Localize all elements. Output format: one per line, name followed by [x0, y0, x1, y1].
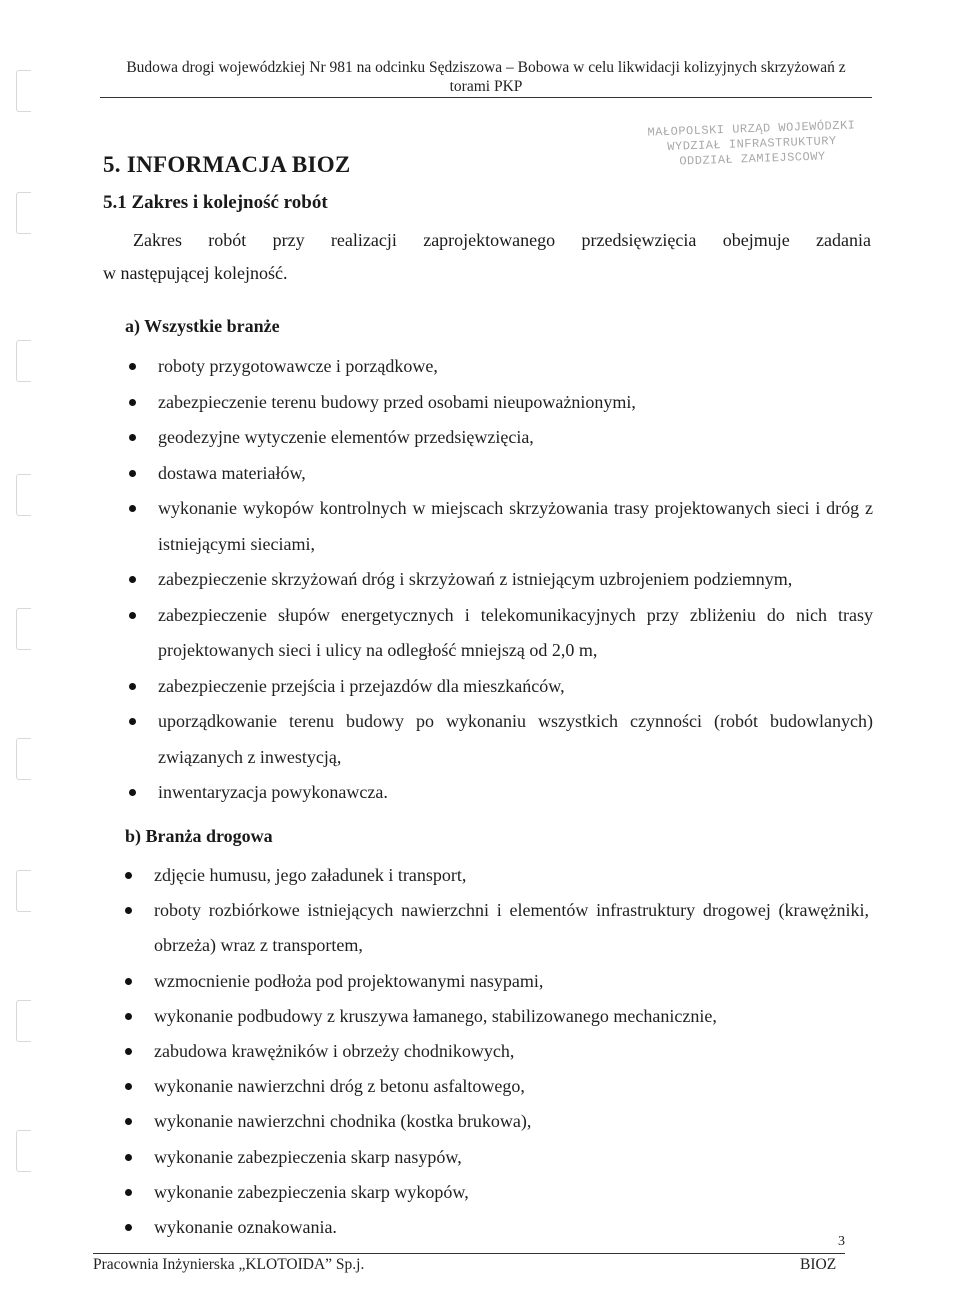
bullet-icon	[129, 718, 136, 725]
margin-mark	[16, 608, 31, 650]
bullet-icon	[125, 978, 132, 985]
margin-mark	[16, 474, 31, 516]
margin-mark	[16, 738, 31, 780]
list-item: wykonanie nawierzchni dróg z betonu asfaltowego,	[121, 1069, 869, 1104]
subsection-heading: 5.1 Zakres i kolejność robót	[103, 192, 328, 213]
intro-paragraph	[103, 224, 871, 290]
list-item: zabezpieczenie przejścia i przejazdów dla mieszkańców,	[125, 669, 873, 705]
list-item: wykonanie wykopów kontrolnych w miejscach skrzyżowania trasy projektowanych sieci i dróg z istniejącymi sieciami,	[125, 491, 873, 562]
list-item: zabezpieczenie słupów energetycznych i telekomunikacyjnych przy zbliżeniu do nich trasy projektowanych sieci i ulicy na odległość mniejszą od 2,0 m,	[125, 598, 873, 669]
bullet-icon	[129, 683, 136, 690]
page-number: 3	[838, 1234, 845, 1249]
office-stamp: MAŁOPOLSKI URZĄD WOJEWÓDZKI WYDZIAŁ INFRASTRUKTURY ODDZIAŁ ZAMIEJSCOWY	[647, 118, 856, 169]
section-heading: 5. INFORMACJA BIOZ	[103, 152, 351, 177]
list-item: wykonanie zabezpieczenia skarp wykopów,	[121, 1175, 869, 1210]
margin-mark	[16, 70, 31, 112]
margin-mark	[16, 870, 31, 912]
bullet-icon	[129, 399, 136, 406]
header-rule	[100, 97, 872, 98]
section-all-trades	[125, 314, 873, 811]
bullet-icon	[125, 907, 132, 914]
header-title-line2: torami PKP	[449, 78, 523, 95]
list-item: wzmocnienie podłoża pod projektowanymi nasypami,	[121, 964, 869, 999]
margin-mark	[16, 192, 31, 234]
bullet-icon	[125, 1048, 132, 1055]
list-item: zabezpieczenie skrzyżowań dróg i skrzyżowań z istniejącym uzbrojeniem podziemnym,	[125, 562, 873, 598]
list-item: wykonanie podbudowy z kruszywa łamanego, stabilizowanego mechanicznie,	[121, 999, 869, 1034]
bullet-icon	[129, 576, 136, 583]
bullet-icon	[129, 434, 136, 441]
bullet-icon	[125, 1013, 132, 1020]
list-item: wykonanie oznakowania.	[121, 1210, 869, 1245]
margin-mark	[16, 1000, 31, 1042]
margin-mark	[16, 1130, 31, 1172]
footer-rule	[93, 1253, 845, 1254]
bullet-icon	[125, 1224, 132, 1231]
list-item: inwentaryzacja powykonawcza.	[125, 775, 873, 811]
bullet-icon	[129, 505, 136, 512]
bullet-icon	[125, 1118, 132, 1125]
list-item: zabezpieczenie terenu budowy przed osobami nieupoważnionymi,	[125, 385, 873, 421]
footer-doc-label: BIOZ	[800, 1256, 837, 1273]
list-item: wykonanie nawierzchni chodnika (kostka brukowa),	[121, 1104, 869, 1139]
bullet-icon	[129, 612, 136, 619]
section-road-works	[125, 823, 873, 1245]
intro-line1: Zakres robót przy realizacji zaprojektowanego przedsięwzięcia obejmuje zadania	[133, 230, 871, 250]
list-item: geodezyjne wytyczenie elementów przedsięwzięcia,	[125, 420, 873, 456]
bullet-icon	[129, 789, 136, 796]
bullet-icon	[125, 1083, 132, 1090]
list-item: dostawa materiałów,	[125, 456, 873, 492]
list-item: zdjęcie humusu, jego załadunek i transport,	[121, 858, 869, 893]
list-item: roboty rozbiórkowe istniejących nawierzchni i elementów infrastruktury drogowej (krawężniki, obrzeża) wraz z transportem,	[121, 893, 869, 963]
list-item: wykonanie zabezpieczenia skarp nasypów,	[121, 1140, 869, 1175]
section-a-list	[125, 349, 873, 811]
list-item: roboty przygotowawcze i porządkowe,	[125, 349, 873, 385]
list-item: uporządkowanie terenu budowy po wykonaniu wszystkich czynności (robót budowlanych) związanych z inwestycją,	[125, 704, 873, 775]
footer-company: Pracownia Inżynierska „KLOTOIDA” Sp.j.	[93, 1256, 365, 1273]
header-title-line1: Budowa drogi wojewódzkiej Nr 981 na odcinku Sędziszowa – Bobowa w celu likwidacji kolizyjnych skrzyżowań z	[126, 59, 846, 76]
bullet-icon	[125, 1189, 132, 1196]
document-header	[100, 58, 872, 96]
section-a-title: a) Wszystkie branże	[125, 316, 280, 336]
bullet-icon	[125, 1154, 132, 1161]
section-b-list	[125, 858, 873, 1245]
section-b-title: b) Branża drogowa	[125, 826, 273, 846]
list-item: zabudowa krawężników i obrzeży chodnikowych,	[121, 1034, 869, 1069]
bullet-icon	[125, 872, 132, 879]
margin-mark	[16, 340, 31, 382]
bullet-icon	[129, 470, 136, 477]
bullet-icon	[129, 363, 136, 370]
intro-line2: w następującej kolejność.	[103, 263, 288, 283]
